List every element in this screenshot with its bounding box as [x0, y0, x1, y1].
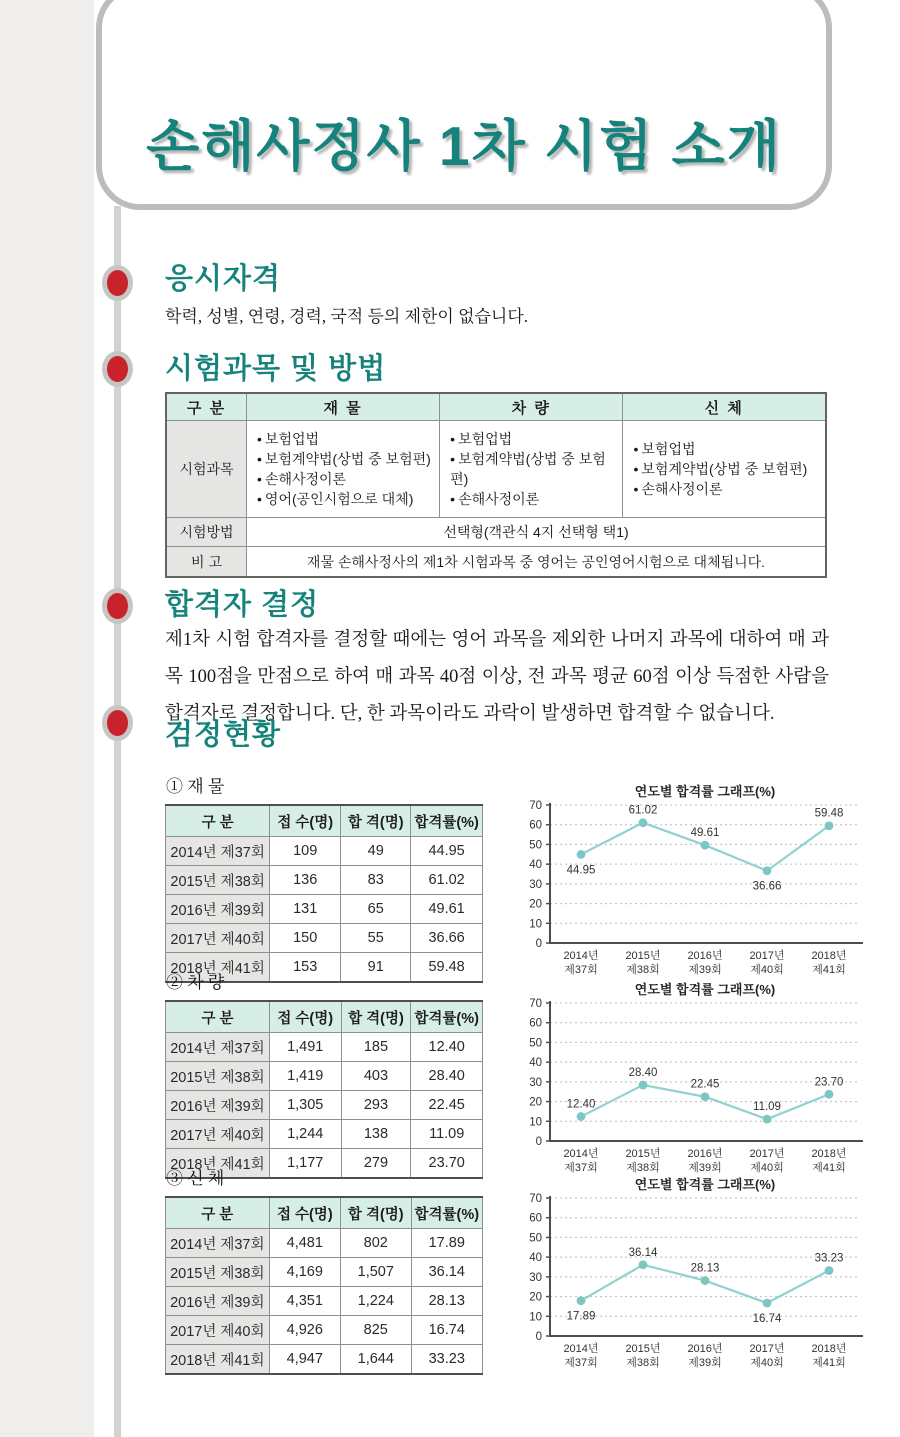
table-cell: 33.23 — [411, 1345, 482, 1375]
svg-text:30: 30 — [529, 1076, 542, 1089]
subject-item: • 보험업법 — [450, 429, 618, 449]
svg-text:22.45: 22.45 — [690, 1078, 720, 1091]
svg-text:2018년제41회: 2018년 제41회 — [811, 1148, 847, 1174]
svg-text:20: 20 — [529, 898, 542, 911]
stats-header-row — [166, 805, 483, 837]
subjects-table-header-row — [166, 393, 826, 421]
table-cell: 153 — [270, 953, 341, 983]
subject-item: • 손해사정이론 — [450, 489, 618, 509]
table-row — [166, 837, 483, 866]
table-row — [166, 1287, 483, 1316]
svg-text:20: 20 — [529, 1096, 542, 1109]
svg-text:70: 70 — [529, 1193, 542, 1205]
table-cell: 28.13 — [411, 1287, 482, 1316]
pass-rate-chart-charyang — [516, 981, 864, 1181]
svg-text:2018년제41회: 2018년 제41회 — [811, 1343, 847, 1369]
table-cell: 150 — [270, 924, 341, 953]
section-title-pass: 합격자 결정 — [165, 589, 320, 621]
table-cell: 2014년 제37회 — [166, 837, 270, 866]
stats-group-sinche — [165, 1164, 483, 1375]
stats-col-header: 합격률(%) — [411, 1197, 482, 1229]
table-row — [166, 1316, 483, 1345]
table-cell: 2018년 제41회 — [166, 1149, 270, 1179]
table-cell: 138 — [341, 1120, 411, 1149]
col-header-gubun: 구 분 — [166, 393, 247, 421]
stats-group-label: ② 차 량 — [166, 973, 225, 992]
timeline-line — [114, 206, 121, 1437]
svg-text:33.23: 33.23 — [814, 1252, 844, 1265]
col-header-sinche: 신 체 — [623, 393, 826, 421]
table-cell: 2015년 제38회 — [166, 1062, 270, 1091]
stats-col-header: 합 격(명) — [341, 1001, 411, 1033]
svg-text:50: 50 — [529, 1232, 542, 1245]
table-cell: 12.40 — [411, 1033, 483, 1062]
table-cell: 2017년 제40회 — [166, 1120, 270, 1149]
subject-item: • 손해사정이론 — [633, 479, 821, 499]
table-cell: 91 — [341, 953, 411, 983]
svg-text:60: 60 — [529, 1212, 542, 1225]
svg-text:28.13: 28.13 — [690, 1262, 720, 1275]
subject-item: • 보험업법 — [257, 429, 435, 449]
svg-text:2016년제39회: 2016년 제39회 — [687, 1148, 723, 1174]
svg-text:40: 40 — [529, 1252, 542, 1265]
svg-text:28.40: 28.40 — [628, 1067, 658, 1080]
svg-text:0: 0 — [535, 1331, 542, 1343]
table-row — [166, 895, 483, 924]
svg-text:2015년제38회: 2015년 제38회 — [625, 1148, 661, 1174]
table-cell: 4,947 — [269, 1345, 340, 1375]
table-cell: 1,491 — [269, 1033, 341, 1062]
svg-text:70: 70 — [529, 800, 542, 812]
stats-table-charyang — [165, 1000, 483, 1179]
svg-text:10: 10 — [529, 1311, 542, 1324]
section-bullet-pass — [102, 588, 133, 624]
table-cell: 1,644 — [341, 1345, 412, 1375]
svg-text:0: 0 — [535, 1136, 542, 1148]
table-cell: 1,419 — [269, 1062, 341, 1091]
subject-item: • 보험업법 — [633, 439, 821, 459]
stats-header-row — [166, 1001, 483, 1033]
section-title-subjects: 시험과목 및 방법 — [165, 353, 387, 385]
subject-item: • 보험계약법(상법 중 보험편) — [633, 459, 821, 479]
svg-text:40: 40 — [529, 1057, 542, 1070]
stats-col-header: 합격률(%) — [411, 1001, 483, 1033]
svg-text:2016년제39회: 2016년 제39회 — [687, 1343, 723, 1369]
svg-text:70: 70 — [529, 998, 542, 1010]
stats-col-header: 접 수(명) — [269, 1197, 340, 1229]
table-row — [166, 1033, 483, 1062]
svg-text:61.02: 61.02 — [628, 804, 658, 817]
section-bullet-subjects — [102, 351, 133, 387]
col-header-jaemul: 재 물 — [247, 393, 440, 421]
table-cell: 109 — [270, 837, 341, 866]
svg-text:60: 60 — [529, 1017, 542, 1030]
svg-text:16.74: 16.74 — [752, 1312, 782, 1325]
svg-text:2014년제37회: 2014년 제37회 — [563, 950, 599, 976]
table-cell: 55 — [341, 924, 411, 953]
svg-text:11.09: 11.09 — [753, 1101, 781, 1114]
eligibility-body: 학력, 성별, 연령, 경력, 국적 등의 제한이 없습니다. — [165, 307, 529, 326]
table-cell: 2017년 제40회 — [166, 924, 270, 953]
exam-method-value: 선택형(객관식 4지 선택형 택1) — [247, 518, 826, 547]
stats-group-label: ③ 신 체 — [166, 1169, 225, 1188]
table-cell: 1,507 — [341, 1258, 412, 1287]
exam-method-row — [166, 518, 826, 547]
row-label-subjects: 시험과목 — [166, 421, 247, 518]
exam-note-row — [166, 547, 826, 578]
stats-col-header: 구 분 — [166, 1001, 270, 1033]
svg-text:30: 30 — [529, 1271, 542, 1284]
table-cell: 65 — [341, 895, 411, 924]
table-cell: 2017년 제40회 — [166, 1316, 270, 1345]
table-cell: 36.66 — [411, 924, 483, 953]
svg-text:36.66: 36.66 — [752, 880, 782, 893]
page-title: 손해사정사 1차 시험 소개 — [146, 115, 782, 177]
table-cell: 825 — [341, 1316, 412, 1345]
table-cell: 28.40 — [411, 1062, 483, 1091]
stats-col-header: 접 수(명) — [270, 805, 341, 837]
svg-text:23.70: 23.70 — [814, 1076, 844, 1089]
stats-header-row — [166, 1197, 483, 1229]
svg-text:2016년제39회: 2016년 제39회 — [687, 950, 723, 976]
section-title-stats: 검정현황 — [165, 719, 282, 751]
subjects-table — [165, 392, 827, 578]
section-bullet-stats — [102, 705, 133, 741]
svg-text:2017년제40회: 2017년 제40회 — [749, 1343, 785, 1369]
svg-text:2017년제40회: 2017년 제40회 — [749, 950, 785, 976]
svg-text:2017년제40회: 2017년 제40회 — [749, 1148, 785, 1174]
subject-item: • 영어(공인시험으로 대체) — [257, 489, 435, 509]
svg-text:연도별 합격률 그래프(%): 연도별 합격률 그래프(%) — [634, 784, 776, 799]
stats-col-header: 합 격(명) — [341, 1197, 412, 1229]
svg-text:40: 40 — [529, 859, 542, 872]
subjects-sinche-cell — [623, 421, 826, 518]
table-row — [166, 1091, 483, 1120]
subjects-jaemul-cell — [247, 421, 440, 518]
table-row — [166, 1258, 483, 1287]
stats-col-header: 합 격(명) — [341, 805, 411, 837]
stats-group-label: ① 재 물 — [166, 777, 225, 796]
table-cell: 2014년 제37회 — [166, 1229, 270, 1258]
svg-text:2015년제38회: 2015년 제38회 — [625, 1343, 661, 1369]
svg-text:2014년제37회: 2014년 제37회 — [563, 1343, 599, 1369]
svg-text:연도별 합격률 그래프(%): 연도별 합격률 그래프(%) — [634, 1177, 776, 1192]
table-cell: 36.14 — [411, 1258, 482, 1287]
svg-text:10: 10 — [529, 918, 542, 931]
table-cell: 2018년 제41회 — [166, 953, 270, 983]
svg-text:2018년제41회: 2018년 제41회 — [811, 950, 847, 976]
line-chart-svg — [516, 981, 864, 1181]
table-row — [166, 1062, 483, 1091]
svg-text:44.95: 44.95 — [566, 864, 596, 877]
line-chart-svg — [516, 783, 864, 983]
exam-subjects-row — [166, 421, 826, 518]
table-cell: 23.70 — [411, 1149, 483, 1179]
table-row — [166, 924, 483, 953]
subject-item: • 보험계약법(상법 중 보험편) — [450, 449, 618, 489]
table-cell: 16.74 — [411, 1316, 482, 1345]
svg-text:연도별 합격률 그래프(%): 연도별 합격률 그래프(%) — [634, 982, 776, 997]
table-cell: 2015년 제38회 — [166, 866, 270, 895]
svg-text:0: 0 — [535, 938, 542, 950]
svg-text:30: 30 — [529, 878, 542, 891]
section-title-eligibility: 응시자격 — [165, 263, 282, 295]
table-cell: 2014년 제37회 — [166, 1033, 270, 1062]
svg-text:12.40: 12.40 — [566, 1098, 596, 1111]
svg-text:50: 50 — [529, 1037, 542, 1050]
table-cell: 1,244 — [269, 1120, 341, 1149]
table-cell: 2016년 제39회 — [166, 895, 270, 924]
pass-rate-chart-jaemul — [516, 783, 864, 983]
table-cell: 293 — [341, 1091, 411, 1120]
pass-body: 제1차 시험 합격자를 결정할 때에는 영어 과목을 제외한 나머지 과목에 대하여 매 과목 100점을 만점으로 하여 매 과목 40점 이상, 전 과목 평균 60점 이상 득점한 사람을 합격자로 결정합니다. 단, 한 과목이라도 과락이 발생하면 합격할 수 없습니다. — [165, 630, 829, 724]
table-cell: 185 — [341, 1033, 411, 1062]
stats-table-sinche — [165, 1196, 483, 1375]
table-cell: 279 — [341, 1149, 411, 1179]
table-cell: 131 — [270, 895, 341, 924]
stats-table-jaemul — [165, 804, 483, 983]
svg-text:59.48: 59.48 — [814, 807, 844, 820]
exam-note-value: 재물 손해사정사의 제1차 시험과목 중 영어는 공인영어시험으로 대체됩니다. — [247, 547, 826, 578]
svg-text:2014년제37회: 2014년 제37회 — [563, 1148, 599, 1174]
section-bullet-eligibility — [102, 265, 133, 301]
svg-text:49.61: 49.61 — [690, 827, 720, 840]
table-cell: 4,169 — [269, 1258, 340, 1287]
table-cell: 1,224 — [341, 1287, 412, 1316]
line-chart-svg — [516, 1176, 864, 1376]
svg-text:17.89: 17.89 — [566, 1310, 596, 1323]
row-label-note: 비 고 — [166, 547, 247, 578]
pass-rate-chart-sinche — [516, 1176, 864, 1376]
col-header-charyang: 차 량 — [440, 393, 623, 421]
svg-text:36.14: 36.14 — [628, 1246, 658, 1259]
table-cell: 49 — [341, 837, 411, 866]
table-cell: 1,177 — [269, 1149, 341, 1179]
table-cell: 2015년 제38회 — [166, 1258, 270, 1287]
page-left-margin — [0, 0, 94, 1437]
table-row — [166, 1345, 483, 1375]
table-cell: 17.89 — [411, 1229, 482, 1258]
svg-text:50: 50 — [529, 839, 542, 852]
stats-group-jaemul — [165, 772, 483, 983]
table-cell: 4,351 — [269, 1287, 340, 1316]
stats-group-charyang — [165, 968, 483, 1179]
table-cell: 2018년 제41회 — [166, 1345, 270, 1375]
table-cell: 61.02 — [411, 866, 483, 895]
stats-col-header: 접 수(명) — [269, 1001, 341, 1033]
table-row — [166, 866, 483, 895]
stats-col-header: 구 분 — [166, 805, 270, 837]
table-cell: 83 — [341, 866, 411, 895]
table-cell: 2016년 제39회 — [166, 1091, 270, 1120]
table-cell: 403 — [341, 1062, 411, 1091]
stats-col-header: 합격률(%) — [411, 805, 483, 837]
svg-text:60: 60 — [529, 819, 542, 832]
table-cell: 49.61 — [411, 895, 483, 924]
svg-text:10: 10 — [529, 1116, 542, 1129]
svg-text:20: 20 — [529, 1291, 542, 1304]
table-cell: 4,926 — [269, 1316, 340, 1345]
row-label-method: 시험방법 — [166, 518, 247, 547]
table-cell: 22.45 — [411, 1091, 483, 1120]
table-cell: 59.48 — [411, 953, 483, 983]
table-cell: 44.95 — [411, 837, 483, 866]
subject-item: • 보험계약법(상법 중 보험편) — [257, 449, 435, 469]
subjects-charyang-cell — [440, 421, 623, 518]
table-cell: 802 — [341, 1229, 412, 1258]
stats-col-header: 구 분 — [166, 1197, 270, 1229]
table-row — [166, 1120, 483, 1149]
table-row — [166, 1229, 483, 1258]
svg-text:2015년제38회: 2015년 제38회 — [625, 950, 661, 976]
table-cell: 4,481 — [269, 1229, 340, 1258]
table-cell: 2016년 제39회 — [166, 1287, 270, 1316]
table-cell: 136 — [270, 866, 341, 895]
table-cell: 1,305 — [269, 1091, 341, 1120]
table-cell: 11.09 — [411, 1120, 483, 1149]
title-box — [96, 0, 832, 210]
subject-item: • 손해사정이론 — [257, 469, 435, 489]
